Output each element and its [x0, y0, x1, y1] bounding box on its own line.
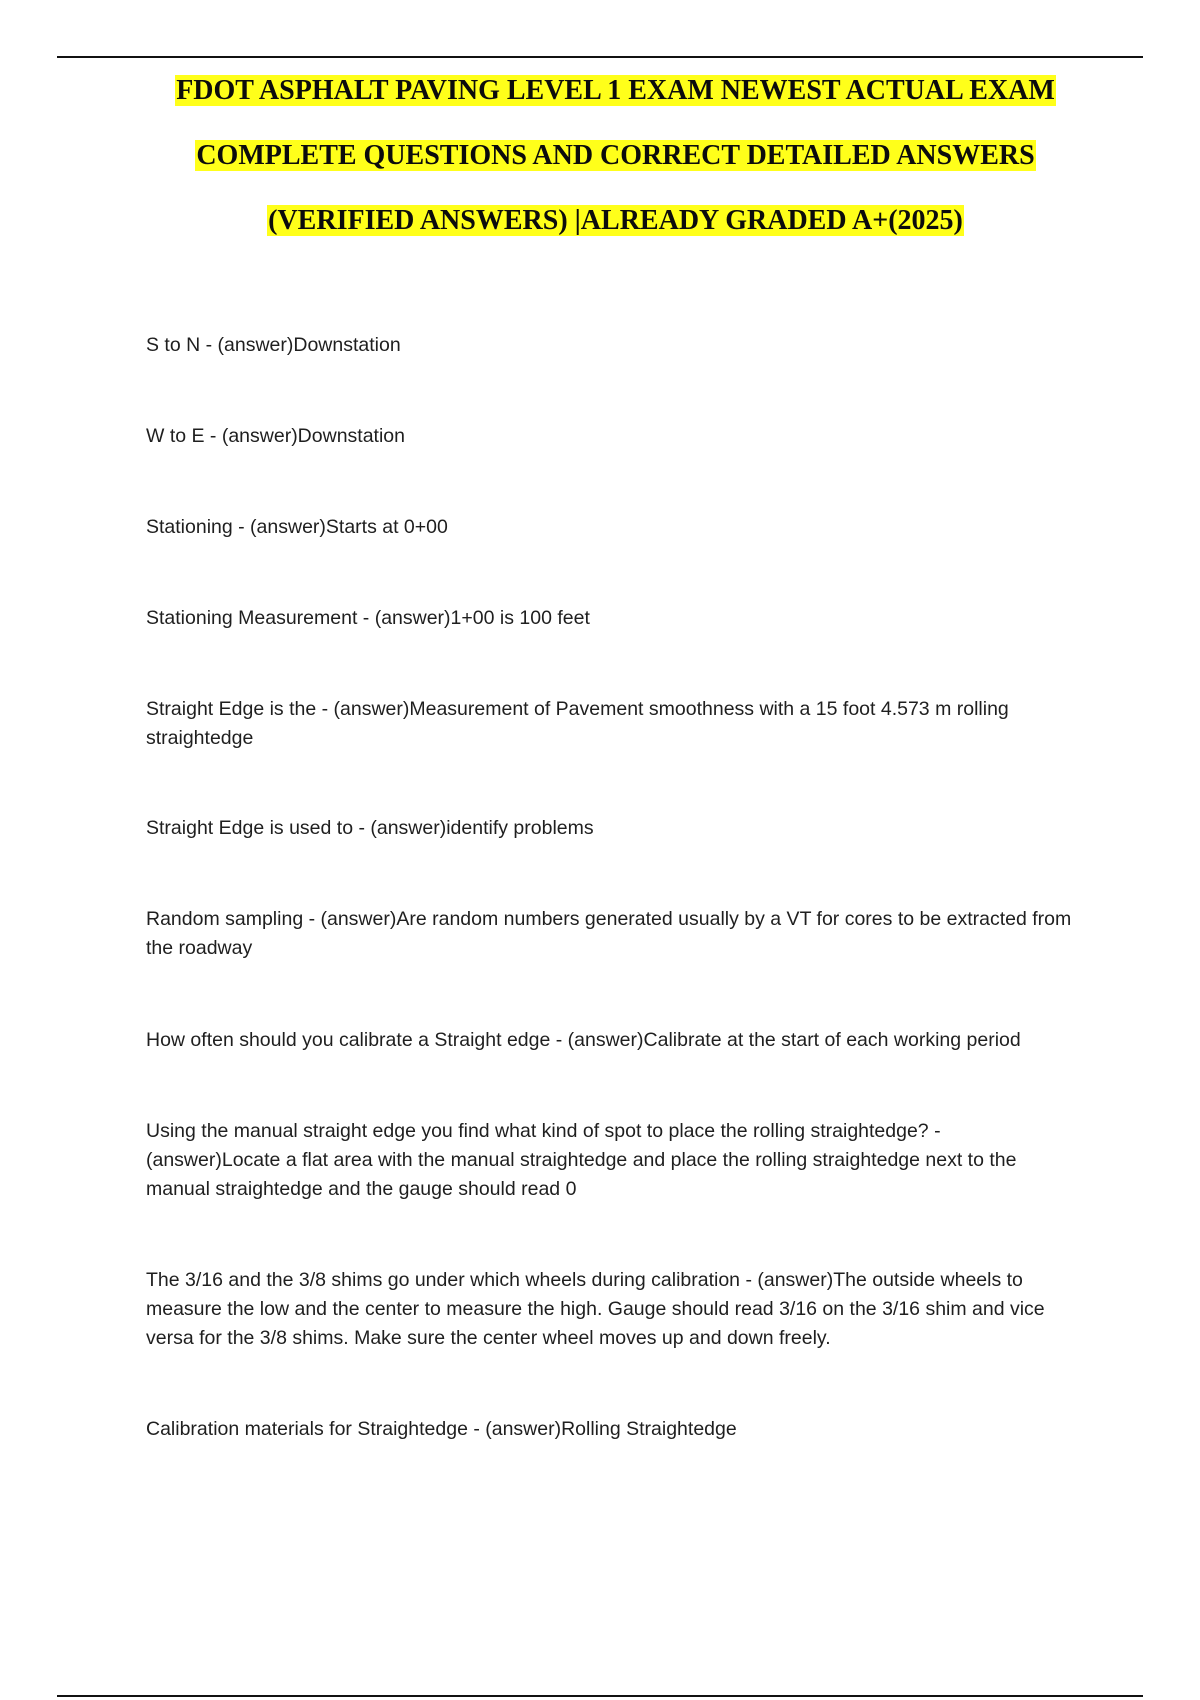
title-line-3 — [0, 198, 1200, 263]
qa-item-straight-edge-use: Straight Edge is used to - (answer)identify problems — [146, 817, 594, 839]
qa-item-straight-edge-definition: Straight Edge is the - (answer)Measurement of Pavement smoothness with a 15 foot 4.573 m rolling straightedge — [146, 698, 1009, 749]
title-line-1-text: FDOT ASPHALT PAVING LEVEL 1 EXAM NEWEST ACTUAL EXAM — [176, 75, 1055, 106]
qa-item-calibration-materials: Calibration materials for Straightedge - (answer)Rolling Straightedge — [146, 1418, 737, 1440]
title-line-2-text: COMPLETE QUESTIONS AND CORRECT DETAILED ANSWERS — [196, 140, 1035, 171]
top-rule — [57, 56, 1143, 58]
bottom-rule — [57, 1695, 1143, 1697]
qa-item-random-sampling: Random sampling - (answer)Are random numbers generated usually by a VT for cores to be extracted from the roadway — [146, 908, 1072, 959]
qa-item-stationing: Stationing - (answer)Starts at 0+00 — [146, 516, 448, 538]
document-title — [0, 68, 1200, 263]
qa-item-manual-straight-edge: Using the manual straight edge you find what kind of spot to place the rolling straightedge? - (answer)Locate a flat area with the manual straightedge and place the rolling straightedge next to the manual straightedge and the gauge should read 0 — [146, 1120, 1017, 1200]
qa-item-w-to-e: W to E - (answer)Downstation — [146, 425, 405, 447]
qa-item-calibration-frequency: How often should you calibrate a Straight edge - (answer)Calibrate at the start of each working period — [146, 1029, 1021, 1051]
qa-item-shims: The 3/16 and the 3/8 shims go under which wheels during calibration - (answer)The outside wheels to measure the low and the center to measure the high. Gauge should read 3/16 on the 3/16 shim and vice versa for the 3/8 shims. Make sure the center wheel moves up and down freely. — [146, 1269, 1045, 1349]
title-line-3-text: (VERIFIED ANSWERS) |ALREADY GRADED A+(2025) — [268, 205, 963, 236]
qa-item-s-to-n: S to N - (answer)Downstation — [146, 334, 401, 356]
qa-item-stationing-measurement: Stationing Measurement - (answer)1+00 is 100 feet — [146, 607, 590, 629]
title-line-2 — [0, 133, 1200, 198]
title-line-1 — [0, 68, 1200, 133]
